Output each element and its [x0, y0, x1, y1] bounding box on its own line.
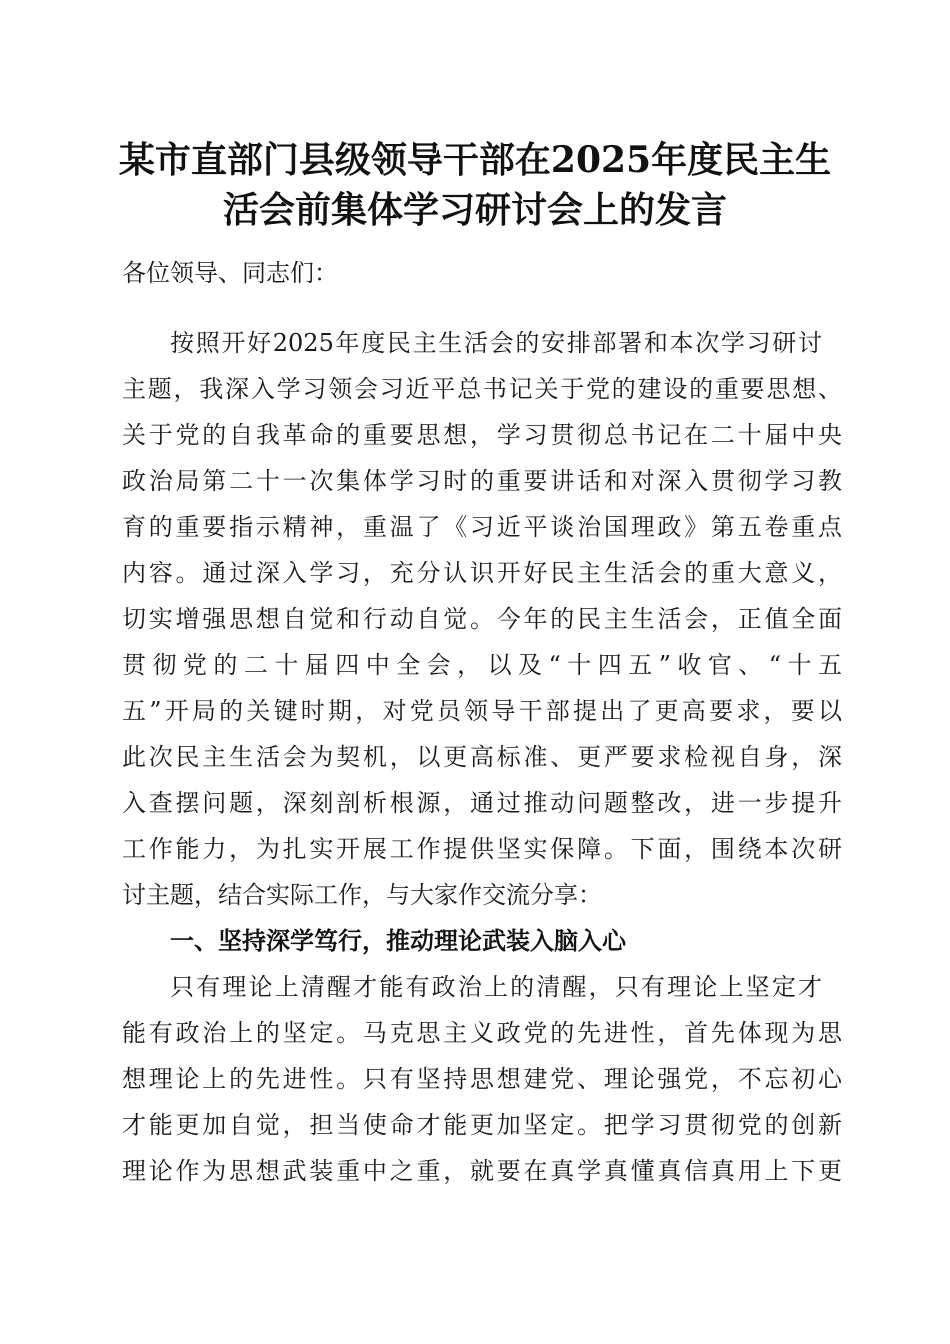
paragraph1-line: 此次民主生活会为契机，以更高标准、更严要求检视自身，深: [122, 743, 842, 771]
section-heading: 一、坚持深学笃行，推动理论武装入脑入心: [170, 927, 626, 955]
paragraph1-line: 主题，我深入学习领会习近平总书记关于党的建设的重要思想、: [122, 375, 842, 403]
salutation: 各位领导、同志们：: [122, 259, 338, 287]
paragraph1-line: 关于党的自我革命的重要思想，学习贯彻总书记在二十届中央: [122, 421, 842, 449]
paragraph2-line: 能有政治上的坚定。马克思主义政党的先进性，首先体现为思: [122, 1019, 842, 1047]
paragraph1-line: 政治局第二十一次集体学习时的重要讲话和对深入贯彻学习教: [122, 467, 842, 495]
paragraph1-line: 按照开好2025年度民主生活会的安排部署和本次学习研讨: [170, 329, 822, 357]
document-title-line-1: 某市直部门县级领导干部在2025年度民主生: [118, 139, 832, 181]
paragraph1-line: 五”开局的关键时期，对党员领导干部提出了更高要求，要以: [122, 697, 842, 725]
document-title-line-2: 活会前集体学习研讨会上的发言: [222, 189, 727, 231]
paragraph2-line: 理论作为思想武装重中之重，就要在真学真懂真信真用上下更: [122, 1157, 842, 1185]
paragraph1-line: 贯彻党的二十届四中全会，以及“十四五”收官、“十五: [122, 651, 842, 679]
paragraph2-line: 想理论上的先进性。只有坚持思想建党、理论强党，不忘初心: [122, 1065, 842, 1093]
paragraph1-line: 工作能力，为扎实开展工作提供坚实保障。下面，围绕本次研: [122, 835, 842, 863]
paragraph1-line: 育的重要指示精神，重温了《习近平谈治国理政》第五卷重点: [122, 513, 842, 541]
paragraph1-line: 切实增强思想自觉和行动自觉。今年的民主生活会，正值全面: [122, 605, 842, 633]
paragraph1-line: 讨主题，结合实际工作，与大家作交流分享：: [122, 881, 602, 909]
paragraph1-line: 内容。通过深入学习，充分认识开好民主生活会的重大意义，: [122, 559, 842, 587]
paragraph2-line: 才能更加自觉，担当使命才能更加坚定。把学习贯彻党的创新: [122, 1111, 842, 1139]
paragraph1-line: 入查摆问题，深刻剖析根源，通过推动问题整改，进一步提升: [122, 789, 842, 817]
paragraph2-line: 只有理论上清醒才能有政治上的清醒，只有理论上坚定才: [170, 973, 822, 1001]
